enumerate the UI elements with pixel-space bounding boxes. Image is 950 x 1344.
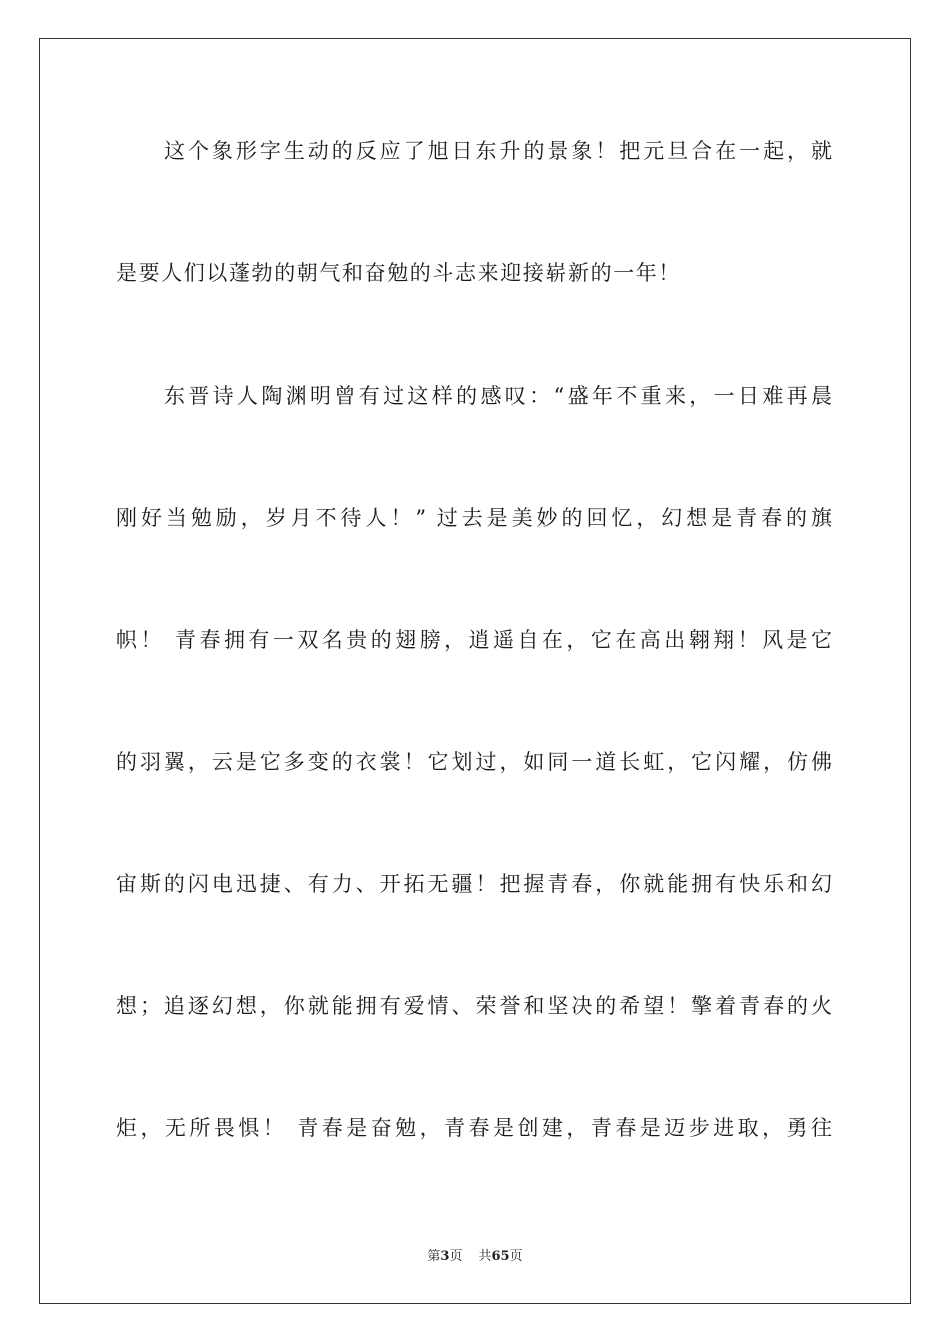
total-pages: 65: [491, 1249, 510, 1264]
text-line-3: 东晋诗人陶渊明曾有过这样的感叹：“盛年不重来，一日难再晨: [164, 384, 832, 408]
total-suffix: 页: [509, 1249, 523, 1264]
text-line-2: 是要人们以蓬勃的朝气和奋勉的斗志来迎接崭新的一年！: [116, 261, 681, 285]
text-line-7: 宙斯的闪电迅捷、有力、开拓无疆！把握青春，你就能拥有快乐和幻: [116, 872, 832, 896]
page-prefix: 第: [427, 1249, 441, 1264]
text-line-6: 的羽翼，云是它多变的衣裳！它划过，如同一道长虹，它闪耀，仿佛: [116, 750, 832, 774]
page-number: 3: [440, 1249, 450, 1264]
text-line-1: 这个象形字生动的反应了旭日东升的景象！把元旦合在一起，就: [164, 139, 832, 163]
page-suffix: 页: [449, 1249, 463, 1264]
text-line-5: 帜！ 青春拥有一双名贵的翅膀，逍遥自在，它在高出翱翔！风是它: [116, 628, 832, 652]
total-prefix: 共: [478, 1249, 492, 1264]
page-footer: [0, 1247, 950, 1267]
text-line-8: 想；追逐幻想，你就能拥有爱情、荣誉和坚决的希望！擎着青春的火: [116, 994, 832, 1018]
text-line-9: 炬，无所畏惧！ 青春是奋勉，青春是创建，青春是迈步进取，勇往: [116, 1116, 832, 1140]
text-line-4: 刚好当勉励，岁月不待人！” 过去是美妙的回忆，幻想是青春的旗: [116, 506, 832, 530]
